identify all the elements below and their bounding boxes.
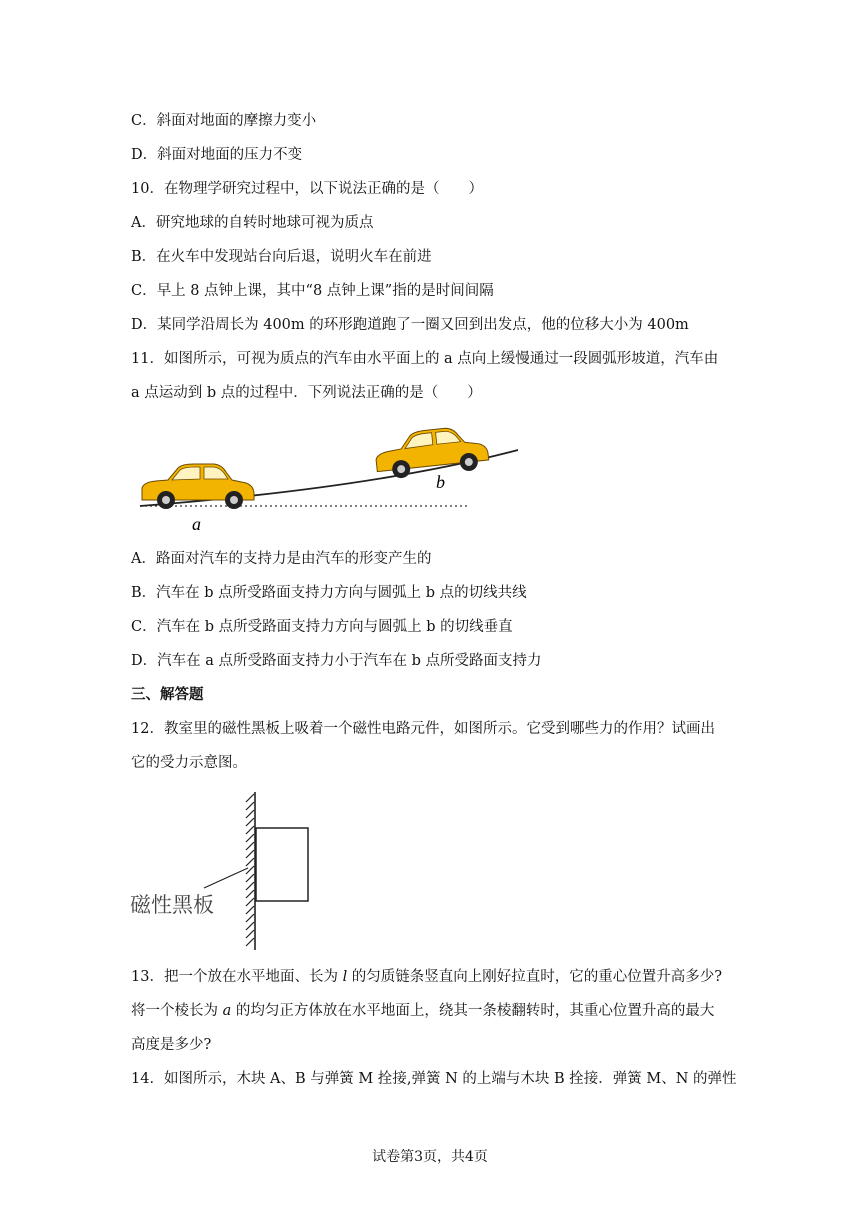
- q11-option-a: A．路面对汽车的支持力是由汽车的形变产生的: [131, 551, 432, 567]
- label-leader-line: [204, 868, 248, 888]
- section-heading: 三、解答题: [131, 687, 204, 703]
- board-hatching: [246, 794, 254, 946]
- magnetic-element: [256, 828, 308, 901]
- q10-option-d: D．某同学沿周长为 400m 的环形跑道跑了一圈又回到出发点，他的位移大小为 400m: [131, 317, 689, 333]
- q12-figure: [128, 790, 328, 954]
- q10-stem: 10．在物理学研究过程中，以下说法正确的是（ ）: [131, 181, 483, 197]
- label-a: a: [192, 514, 201, 534]
- q14-stem-line1: 14．如图所示，木块 A、B 与弹簧 M 拴接,弹簧 N 的上端与木块 B 拴接．弹簧 M、N 的弹性: [131, 1071, 737, 1087]
- page-footer: 试卷第3页，共4页: [372, 1149, 488, 1165]
- q13-variable-l: l: [342, 969, 348, 985]
- q11-stem-line2: a 点运动到 b 点的过程中．下列说法正确的是（ ）: [131, 385, 482, 401]
- q13-stem-line1: [131, 967, 722, 987]
- q9-option-d: D．斜面对地面的压力不变: [131, 147, 303, 163]
- q9-option-c: C．斜面对地面的摩擦力变小: [131, 113, 317, 129]
- q11-option-b: B．汽车在 b 点所受路面支持力方向与圆弧上 b 点的切线共线: [131, 585, 527, 601]
- q11-stem-line1: 11．如图所示，可视为质点的汽车由水平面上的 a 点向上缓慢通过一段圆弧形坡道，汽车由: [131, 351, 719, 367]
- q13-text: 的匀质链条竖直向上刚好拉直时，它的重心位置升高多少?: [347, 969, 723, 985]
- q10-option-a: A．研究地球的自转时地球可视为质点: [131, 215, 374, 231]
- q13-variable-a: a: [222, 1003, 232, 1019]
- q10-option-c: C．早上 8 点钟上课，其中“8 点钟上课”指的是时间间隔: [131, 283, 494, 299]
- board-label: 磁性黑板: [130, 893, 214, 917]
- q13-text: 13．把一个放在水平地面、长为: [131, 969, 343, 985]
- q10-option-b: B．在火车中发现站台向后退，说明火车在前进: [131, 249, 432, 265]
- q13-stem-line2: [131, 1001, 714, 1021]
- q11-figure: [134, 418, 524, 538]
- q11-option-c: C．汽车在 b 点所受路面支持力方向与圆弧上 b 的切线垂直: [131, 619, 513, 635]
- q13-stem-line3: 高度是多少?: [131, 1037, 212, 1053]
- q12-stem-line1: 12．教室里的磁性黑板上吸着一个磁性电路元件，如图所示。它受到哪些力的作用？试画出: [131, 721, 715, 737]
- q12-stem-line2: 它的受力示意图。: [131, 755, 247, 771]
- label-b: b: [436, 472, 445, 492]
- q13-text: 的均匀正方体放在水平地面上，绕其一条棱翻转时，其重心位置升高的最大: [231, 1003, 715, 1019]
- q11-option-d: D．汽车在 a 点所受路面支持力小于汽车在 b 点所受路面支持力: [131, 653, 542, 669]
- car-at-a: [142, 464, 254, 509]
- car-at-b: [374, 424, 490, 480]
- q13-text: 将一个棱长为: [131, 1003, 223, 1019]
